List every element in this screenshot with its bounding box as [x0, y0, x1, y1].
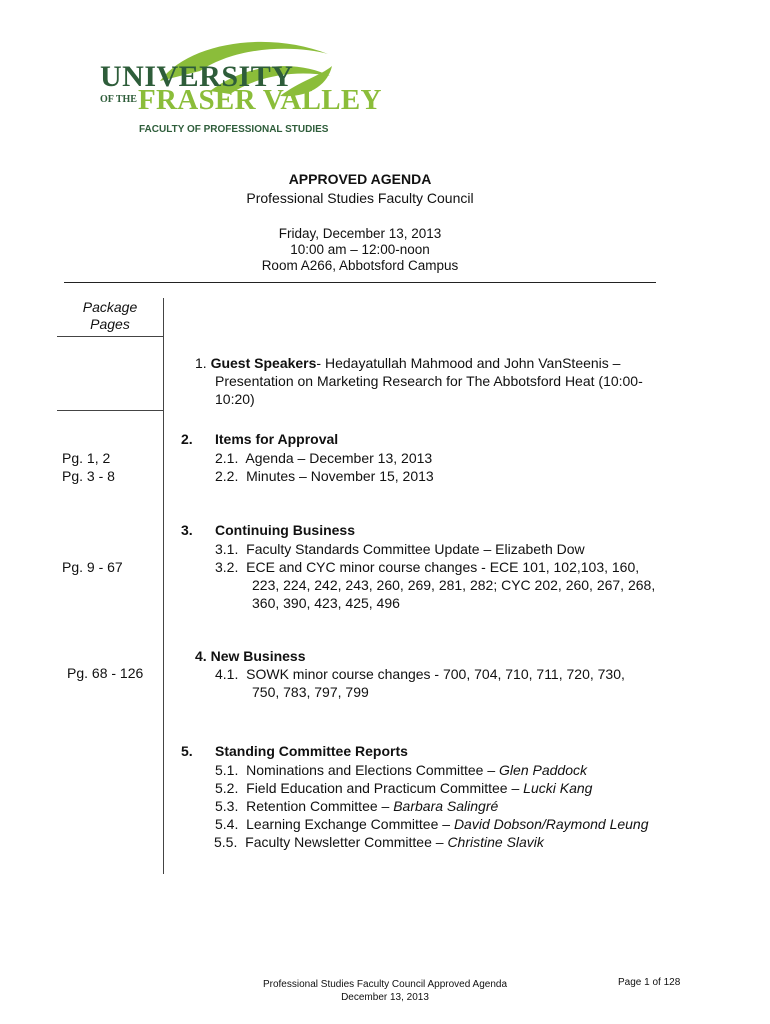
footer-date: December 13, 2013 — [341, 992, 429, 1003]
agenda-subitem: 2.2. Minutes – November 15, 2013 — [215, 468, 434, 484]
agenda-title: APPROVED AGENDA — [288, 171, 432, 187]
agenda-item-5-heading: Standing Committee Reports — [215, 743, 408, 759]
agenda-item-4: 4. New Business — [195, 648, 306, 664]
agenda-subitem: 5.2. Field Education and Practicum Committee – Lucki Kang — [215, 780, 593, 796]
agenda-item-number: 3. — [181, 522, 193, 538]
agenda-item-1-line: Presentation on Marketing Research for The Abbotsford Heat (10:00- — [215, 373, 643, 389]
agenda-item-2-heading: Items for Approval — [215, 431, 339, 447]
agenda-item-1: 1. Guest Speakers- Hedayatullah Mahmood and John VanSteenis – — [195, 355, 621, 371]
agenda-subitem: 4.1. SOWK minor course changes - 700, 704, 710, 711, 720, 730, — [215, 666, 625, 682]
agenda-subitem: 3.2. ECE and CYC minor course changes - ECE 101, 102,103, 160, — [215, 559, 640, 575]
agenda-subitem: 5.1. Nominations and Elections Committee – Glen Paddock — [215, 762, 587, 778]
agenda-subitem: 2.1. Agenda – December 13, 2013 — [215, 450, 433, 466]
logo-fraser-valley-text: FRASER VALLEY — [138, 84, 382, 116]
left-divider — [57, 336, 163, 337]
agenda-subitem: 3.1. Faculty Standards Committee Update – Elizabeth Dow — [215, 541, 585, 557]
agenda-item-3-heading: Continuing Business — [215, 522, 355, 538]
package-pages-heading: Package Pages — [82, 299, 138, 332]
meeting-room: Room A266, Abbotsford Campus — [261, 258, 459, 273]
page-number: Page 1 of 128 — [618, 977, 681, 988]
page-ref: Pg. 1, 2 — [62, 450, 111, 466]
agenda-subtitle: Professional Studies Faculty Council — [246, 190, 474, 206]
logo-faculty-text: FACULTY OF PROFESSIONAL STUDIES — [139, 124, 329, 135]
agenda-item-number: 2. — [181, 431, 193, 447]
meeting-time: 10:00 am – 12:00-noon — [290, 242, 430, 257]
agenda-subitem-line: 750, 783, 797, 799 — [252, 684, 369, 700]
logo-university-text: UNIVERSITY — [100, 60, 294, 93]
agenda-item-1-line: 10:20) — [215, 391, 255, 407]
page-ref: Pg. 9 - 67 — [62, 559, 123, 575]
agenda-subitem-line: 223, 224, 242, 243, 260, 269, 281, 282; CYC 202, 260, 267, 268, — [252, 577, 656, 593]
left-divider — [57, 410, 163, 411]
agenda-subitem: 5.3. Retention Committee – Barbara Salingré — [215, 798, 499, 814]
logo-of-the-text: OF THE — [100, 94, 137, 105]
page-ref: Pg. 68 - 126 — [67, 665, 144, 681]
meeting-date: Friday, December 13, 2013 — [278, 226, 442, 241]
footer-title: Professional Studies Faculty Council Approved Agenda — [262, 979, 508, 990]
agenda-subitem: 5.5. Faculty Newsletter Committee – Christine Slavik — [214, 834, 544, 850]
header-divider — [64, 282, 656, 283]
page-ref: Pg. 3 - 8 — [62, 468, 115, 484]
column-divider — [163, 298, 164, 874]
agenda-subitem-line: 360, 390, 423, 425, 496 — [252, 595, 400, 611]
agenda-item-number: 5. — [181, 743, 193, 759]
agenda-subitem: 5.4. Learning Exchange Committee – David Dobson/Raymond Leung — [215, 816, 649, 832]
